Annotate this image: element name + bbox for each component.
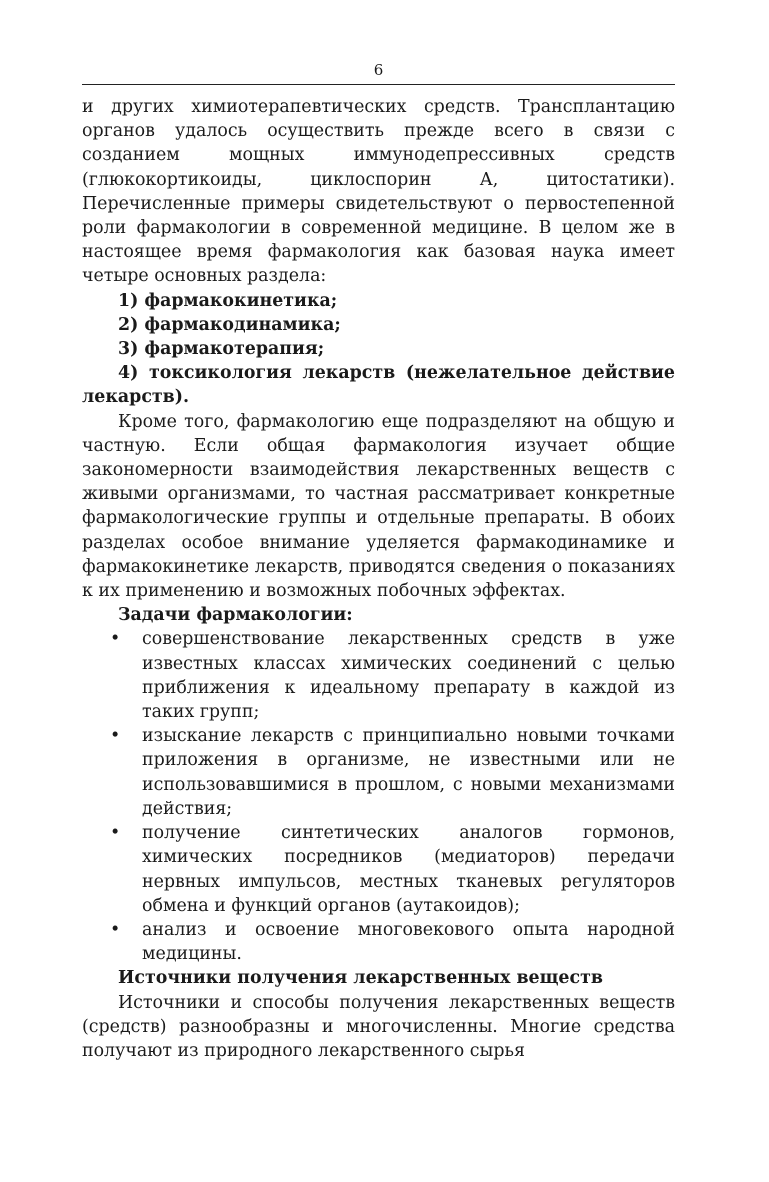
bullet-icon: • bbox=[110, 629, 121, 650]
section-item-2: 2) фармакодинамика; bbox=[118, 314, 341, 335]
section-item-3: 3) фармакотерапия; bbox=[118, 339, 325, 360]
task-text: изыскание лекарств с принципиально новыми точками приложения в организме, не известными или не использовавшимися в прошлом, с новыми механизмами действия; bbox=[142, 726, 675, 819]
bullet-icon: • bbox=[110, 823, 121, 844]
section-item-4: 4) токсикология лекарств (нежелательное действие лекарств). bbox=[82, 363, 675, 408]
tasks-heading: Задачи фармакологии: bbox=[118, 605, 353, 626]
sources-paragraph: Источники и способы получения лекарственных веществ (средств) разнообразны и многочисленны. Многие средства получают из природного лекарственного сырья bbox=[82, 992, 675, 1061]
bullet-icon: • bbox=[110, 919, 121, 940]
page-number: 6 bbox=[373, 61, 384, 79]
list-item bbox=[82, 627, 675, 724]
bullet-icon: • bbox=[110, 726, 121, 747]
list-item bbox=[82, 918, 675, 966]
general-private-paragraph: Кроме того, фармакологию еще подразделяют на общую и частную. Если общая фармакология изучает общие закономерности взаимодействия лекарственных веществ с живыми организмами, то частная рассматривает конкретные фармакологические группы и отдельные препараты. В обоих разделах особое внимание уделяется фармакодинамике и фармакокинетике лекарств, приводятся сведения о показаниях к их применению и возможных побочных эффектах. bbox=[82, 411, 675, 602]
task-text: получение синтетических аналогов гормонов, химических посредников (медиаторов) передачи нервных импульсов, местных тканевых регуляторов обмена и функций органов (аутакоидов); bbox=[142, 823, 675, 916]
intro-paragraph: и других химиотерапевтических средств. Трансплантацию органов удалось осуществить прежде всего в связи с созданием мощных иммунодепрессивных средств (глюкокортикоиды, циклоспорин А, цитостатики). Перечисленные примеры свидетельствуют о первостепенной роли фармакологии в современной медицине. В целом же в настоящее время фармакология как базовая наука имеет четыре основных раздела: bbox=[82, 97, 675, 287]
sources-heading: Источники получения лекарственных веществ bbox=[118, 968, 603, 989]
tasks-list bbox=[82, 627, 675, 966]
task-text: совершенствование лекарственных средств в уже известных классах химических соединений с целью приближения к идеальному препарату в каждой из таких групп; bbox=[142, 629, 675, 723]
header-rule bbox=[82, 84, 675, 85]
section-item-1: 1) фармакокинетика; bbox=[118, 290, 338, 311]
list-item bbox=[82, 821, 675, 918]
task-text: анализ и освоение многовекового опыта народной медицины. bbox=[142, 919, 675, 965]
list-item bbox=[82, 724, 675, 821]
book-page bbox=[82, 60, 675, 1063]
